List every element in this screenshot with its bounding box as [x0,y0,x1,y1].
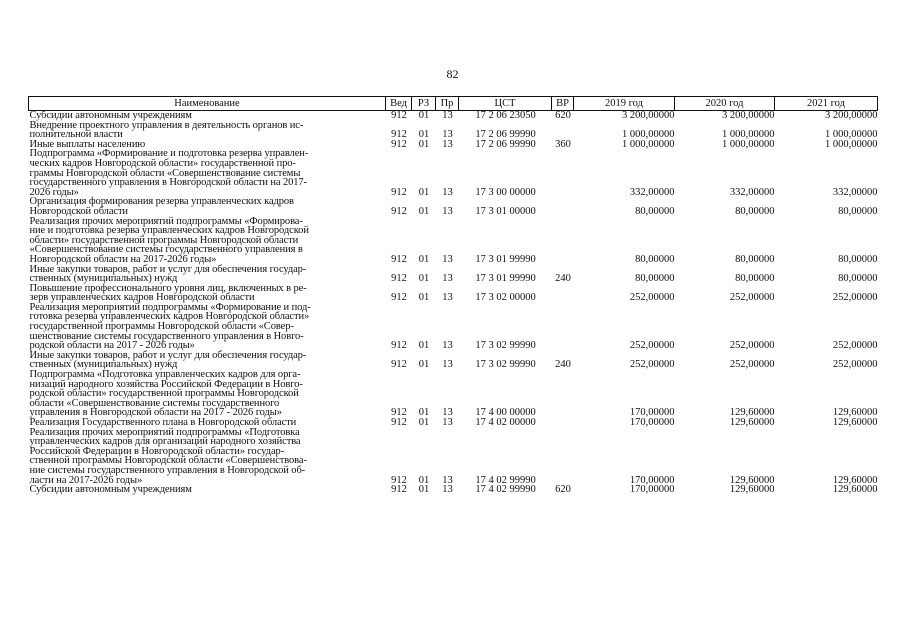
row-cst: 17 4 02 00000 [475,417,536,428]
row-ved: 912 [391,273,407,285]
header-ved: Вед [386,97,412,111]
row-ved: 912 [391,417,407,428]
row-name: Организация формирования резерва управленческих кадров Новгородской области [29,196,294,217]
header-name: Наименование [29,97,386,111]
row-2019: 332,00000 [629,186,675,198]
row-vr [552,197,574,216]
header-2019: 2019 год [574,97,675,111]
row-rz: 01 [418,359,430,371]
row-ved: 912 [391,484,407,496]
row-2021: 129,60000 [832,474,878,486]
row-name: Иные выплаты населению [29,138,146,150]
table-header-row [29,97,878,111]
row-rz: 01 [418,340,430,352]
row-2019: 170,00000 [629,417,675,428]
row-pr: 13 [442,340,453,352]
row-2020: 80,00000 [735,273,775,285]
header-pr: Пр [436,97,459,111]
row-2019: 170,00000 [629,474,675,486]
row-cst: 17 2 06 23050 [475,110,536,121]
row-name: Повышение профессионального уровня лиц, включенных в ре- зерв управленческих кадров Новгородской области [29,282,307,304]
row-2021: 3 200,00000 [825,110,878,121]
row-name: Подпрограмма «Подготовка управленческих кадров для орга- низаций народного хозяйства Российской Федерации в Новго- родской области» государственной программы Новгородской области «Совершенствование системы государственного управления в Новгородской области на 2017 - 2026 годы» [29,369,303,419]
row-name: Реализация прочих мероприятий подпрограммы «Формирова- ние и подготовка резерва управленческих кадров Новгородской области» государственной программы Новгородской области «Совершенствование системы государственного управления в Новгородской области на 2017-2026 годы» [29,215,309,265]
row-ved: 912 [391,359,407,371]
row-pr: 13 [442,186,453,198]
row-rz: 01 [418,273,430,285]
row-cst: 17 3 02 99990 [475,340,536,352]
row-vr [552,284,574,303]
row-ved: 912 [391,110,407,121]
row-2019: 1 000,00000 [622,138,675,150]
row-2019: 252,00000 [629,340,675,352]
row-pr: 13 [442,129,453,141]
table-row [29,121,878,140]
row-vr [552,121,574,140]
row-name: Иные закупки товаров, работ и услуг для обеспечения государ- ственных (муниципальных) нужд [29,349,307,371]
row-2021: 129,60000 [832,484,878,496]
row-vr [552,149,574,197]
row-vr: 620 [555,110,571,121]
row-2020: 129,60000 [729,407,775,419]
header-cst: ЦСТ [459,97,552,111]
table-row [29,217,878,265]
row-rz: 01 [418,138,430,150]
header-2021: 2021 год [775,97,878,111]
row-2021: 80,00000 [838,205,878,217]
row-vr: 360 [555,138,571,150]
row-2021: 1 000,00000 [825,138,878,150]
row-name: Реализация Государственного плана в Новгородской области [29,417,297,428]
row-rz: 01 [418,253,430,265]
row-2021: 129,60000 [832,417,878,428]
budget-table [28,96,878,495]
header-vr: ВР [552,97,574,111]
row-pr: 13 [442,292,453,304]
row-pr: 13 [442,205,453,217]
row-2021: 252,00000 [832,340,878,352]
row-pr: 13 [442,273,453,285]
row-pr: 13 [442,407,453,419]
row-2021: 332,00000 [832,186,878,198]
row-2020: 129,60000 [729,417,775,428]
row-rz: 01 [418,110,430,121]
row-2020: 129,60000 [729,474,775,486]
row-2019: 170,00000 [629,484,675,496]
row-vr [552,418,574,428]
row-2020: 1 000,00000 [722,129,775,141]
row-2021: 129,60000 [832,407,878,419]
row-ved: 912 [391,186,407,198]
row-2019: 252,00000 [629,359,675,371]
row-pr: 13 [442,359,453,371]
row-2019: 80,00000 [635,253,675,265]
table-row [29,197,878,216]
table-row [29,149,878,197]
row-2019: 80,00000 [635,273,675,285]
table-row [29,428,878,486]
row-cst: 17 3 01 99990 [475,273,536,285]
row-2019: 1 000,00000 [622,129,675,141]
row-2020: 80,00000 [735,205,775,217]
row-pr: 13 [442,253,453,265]
row-vr [552,303,574,351]
table-row [29,265,878,284]
row-vr [552,217,574,265]
row-2021: 252,00000 [832,359,878,371]
row-rz: 01 [418,186,430,198]
header-2020: 2020 год [675,97,775,111]
table-row [29,303,878,351]
row-cst: 17 3 01 99990 [475,253,536,265]
row-cst: 17 3 02 00000 [475,292,536,304]
row-2019: 80,00000 [635,205,675,217]
row-rz: 01 [418,474,430,486]
row-cst: 17 4 02 99990 [475,484,536,496]
row-cst: 17 2 06 99990 [475,138,536,150]
row-rz: 01 [418,484,430,496]
row-2021: 1 000,00000 [825,129,878,141]
row-2020: 129,60000 [729,484,775,496]
table-row [29,370,878,418]
row-2019: 170,00000 [629,407,675,419]
row-name: Иные закупки товаров, работ и услуг для обеспечения государ- ственных (муниципальных) нужд [29,263,307,285]
row-rz: 01 [418,292,430,304]
row-2020: 80,00000 [735,253,775,265]
row-vr [552,370,574,418]
row-vr: 620 [555,484,571,496]
row-pr: 13 [442,138,453,150]
row-rz: 01 [418,407,430,419]
row-vr: 240 [555,273,571,285]
row-cst: 17 4 00 00000 [475,407,536,419]
row-2019: 252,00000 [629,292,675,304]
row-vr [552,428,574,486]
row-2020: 3 200,00000 [722,110,775,121]
row-cst: 17 3 02 99990 [475,359,536,371]
row-cst: 17 2 06 99990 [475,129,536,141]
row-ved: 912 [391,253,407,265]
row-ved: 912 [391,340,407,352]
row-name: Реализация мероприятий подпрограммы «Формирование и под- готовка резерва управленческих кадров Новгородской области» государственной программы Новгородской области «Совер- шенствование системы государственного управления в Новго- родской области на 2017 - 2026 годы» [29,301,311,352]
header-rz: РЗ [412,97,436,111]
row-vr: 240 [555,359,571,371]
row-cst: 17 3 00 00000 [475,186,536,198]
row-rz: 01 [418,129,430,141]
row-ved: 912 [391,474,407,486]
table-body [29,111,878,495]
row-ved: 912 [391,129,407,141]
row-ved: 912 [391,292,407,304]
row-2020: 252,00000 [729,292,775,304]
row-ved: 912 [391,407,407,419]
row-2019: 3 200,00000 [622,110,675,121]
row-2021: 80,00000 [838,253,878,265]
row-2021: 252,00000 [832,292,878,304]
row-pr: 13 [442,110,453,121]
row-cst: 17 4 02 99990 [475,474,536,486]
table-row [29,284,878,303]
row-2021: 80,00000 [838,273,878,285]
row-ved: 912 [391,138,407,150]
table-row [29,485,878,495]
row-pr: 13 [442,474,453,486]
row-cst: 17 3 01 00000 [475,205,536,217]
row-rz: 01 [418,417,430,428]
row-name: Реализация прочих мероприятий подпрограммы «Подготовка управленческих кадров для организаций народного хозяйства Российской Федерации в Новгородской области» государ- ственной программы Новгородской области «Совершенствова- ние системы государственного управления в Новгородской об- ласти на 2017-2026 годы» [29,426,307,486]
row-2020: 252,00000 [729,340,775,352]
row-rz: 01 [418,205,430,217]
row-2020: 252,00000 [729,359,775,371]
row-pr: 13 [442,417,453,428]
row-name: Субсидии автономным учреждениям [29,484,192,496]
row-2020: 332,00000 [729,186,775,198]
row-name: Внедрение проектного управления в деятельность органов ис- полнительной власти [29,119,304,141]
row-ved: 912 [391,205,407,217]
table-row [29,351,878,370]
row-name: Субсидии автономным учреждениям [29,110,192,121]
row-2020: 1 000,00000 [722,138,775,150]
page-number: 82 [446,67,459,81]
row-name: Подпрограмма «Формирование и подготовка резерва управлен- ческих кадров Новгородской области» государственной про- граммы Новгородской области «Совершенствование системы государственного управления в Новгородской области на 2017- 2026 годы» [29,148,309,198]
row-pr: 13 [442,484,453,496]
